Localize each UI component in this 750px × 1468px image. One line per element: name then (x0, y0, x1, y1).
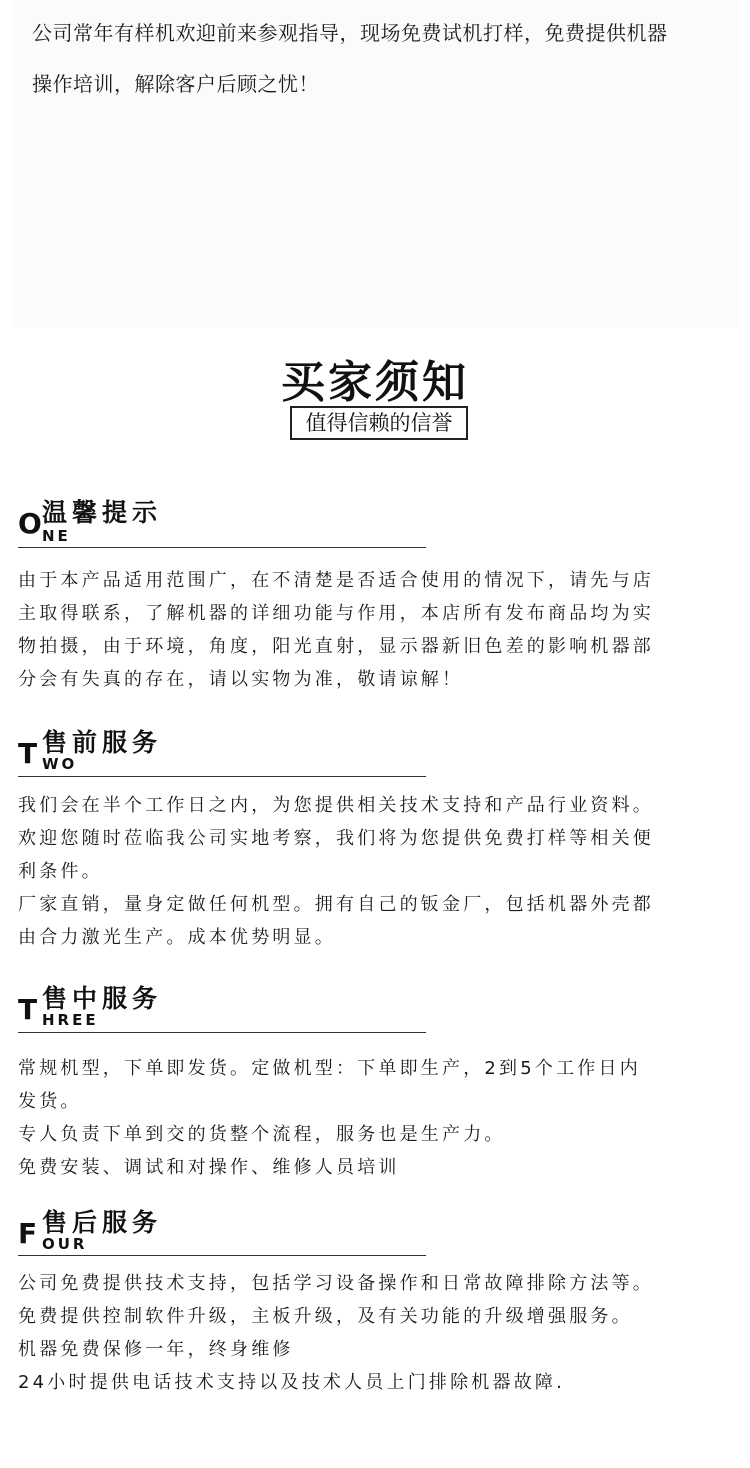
section-letter: T (18, 993, 38, 1026)
section-line: 免费安装、调试和对操作、维修人员培训 (18, 1157, 400, 1178)
section-title: 温馨提示 (42, 498, 163, 527)
section-line: 由于本产品适用范围广，在不清楚是否适合使用的情况下，请先与店 (18, 570, 654, 591)
section-body (18, 564, 738, 696)
section-body (18, 789, 738, 954)
section-title: 售中服务 (42, 984, 163, 1013)
section-line: 发货。 (18, 1091, 82, 1112)
section-letter: T (18, 737, 38, 770)
section-number-word: OUR (42, 1235, 88, 1253)
section-line: 厂家直销，量身定做任何机型。拥有自己的钣金厂，包括机器外壳都 (18, 894, 654, 915)
section-divider (18, 1032, 426, 1033)
section-title: 售后服务 (42, 1208, 163, 1237)
section-title: 售前服务 (42, 728, 163, 757)
intro-line-1: 公司常年有样机欢迎前来参观指导，现场免费试机打样，免费提供机器 (32, 21, 668, 45)
section-line: 公司免费提供技术支持，包括学习设备操作和日常故障排除方法等。 (18, 1273, 654, 1294)
section-number-word: HREE (42, 1011, 99, 1029)
section-two (0, 726, 750, 956)
intro-line-2: 操作培训，解除客户后顾之忧！ (32, 72, 319, 96)
section-line: 由合力激光生产。成本优势明显。 (18, 927, 336, 948)
section-one (0, 496, 750, 696)
intro-panel (12, 0, 738, 328)
section-line: 分会有失真的存在，请以实物为准，敬请谅解！ (18, 669, 464, 690)
section-line: 免费提供控制软件升级，主板升级，及有关功能的升级增强服务。 (18, 1306, 633, 1327)
section-body (18, 1267, 738, 1399)
section-line: 我们会在半个工作日之内，为您提供相关技术支持和产品行业资料。 (18, 795, 654, 816)
section-four (0, 1206, 750, 1406)
section-line: 专人负责下单到交的货整个流程，服务也是生产力。 (18, 1124, 506, 1145)
section-line: 机器免费保修一年，终身维修 (18, 1339, 294, 1360)
section-line: 物拍摄，由于环境，角度，阳光直射，显示器新旧色差的影响机器部 (18, 636, 654, 657)
section-number-word: NE (42, 527, 71, 545)
section-line: 欢迎您随时莅临我公司实地考察，我们将为您提供免费打样等相关便 (18, 828, 654, 849)
section-line: 主取得联系，了解机器的详细功能与作用，本店所有发布商品均为实 (18, 603, 654, 624)
page-title: 买家须知 (281, 357, 469, 408)
section-divider (18, 547, 426, 548)
section-letter: O (18, 507, 42, 540)
section-line: 利条件。 (18, 861, 103, 882)
section-number-word: WO (42, 755, 78, 773)
section-letter: F (18, 1217, 38, 1250)
section-body (18, 1052, 738, 1184)
section-line: 24小时提供电话技术支持以及技术人员上门排除机器故障. (18, 1372, 566, 1393)
section-three (0, 982, 750, 1182)
section-divider (18, 776, 426, 777)
page-subtitle: 值得信赖的信誉 (290, 406, 468, 440)
section-line: 常规机型，下单即发货。定做机型：下单即生产，2到5个工作日内 (18, 1058, 641, 1079)
section-divider (18, 1255, 426, 1256)
